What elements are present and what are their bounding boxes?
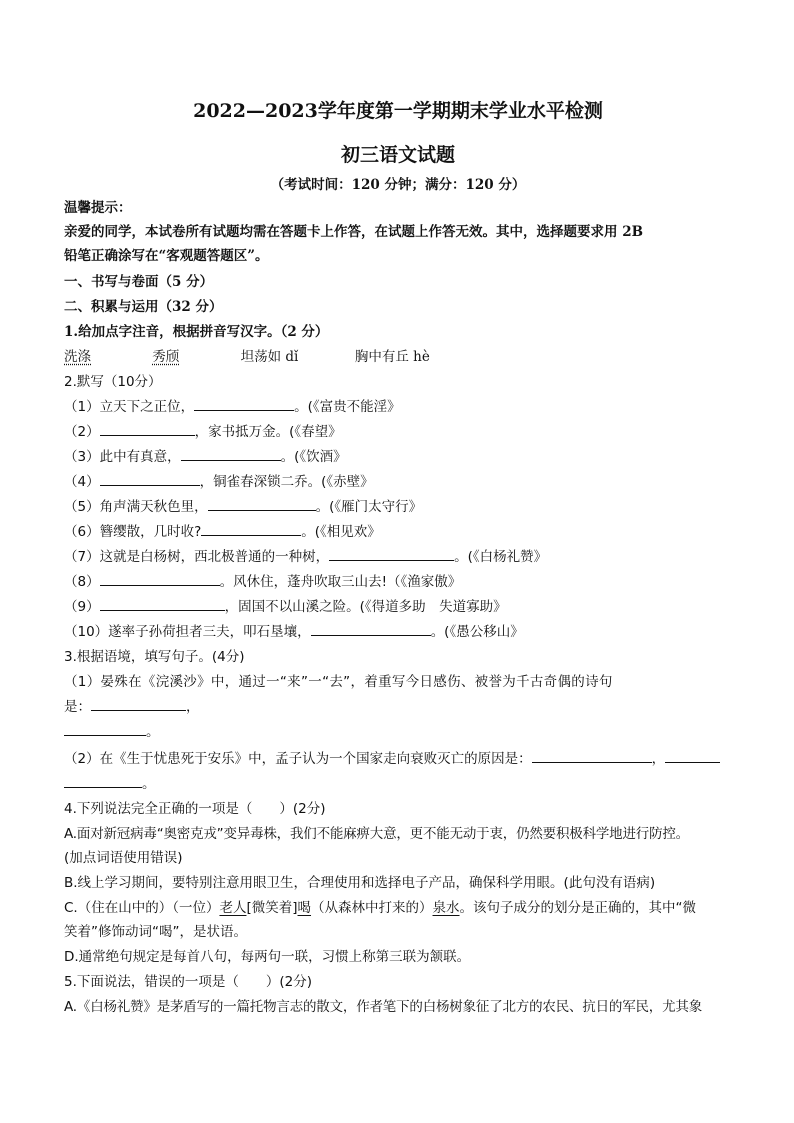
q4-c-attribute: （从森林中打来的） (311, 900, 433, 916)
q2-item-pre: （8） (64, 574, 100, 590)
q4-c-attributes: C.（住在山中的）（一位） (64, 900, 220, 916)
q1-item: 秀颀 (152, 349, 180, 365)
tips-label: 温馨提示： (64, 200, 132, 216)
q4-c-predicate: 喝 (297, 900, 312, 916)
answer-blank (100, 572, 220, 586)
q4-c-explanation: 。该句子成分的划分是正确的，其中“微 (459, 900, 697, 916)
q3-stem: 3.根据语境，填写句子。(4分) (64, 649, 245, 665)
answer-blank (100, 422, 195, 436)
q1-item: 坦荡如 dǐ (240, 349, 299, 365)
answer-blank (329, 547, 454, 561)
q5-stem: 5.下面说法，错误的一项是（ ）(2分) (64, 974, 313, 990)
answer-blank (665, 749, 720, 763)
q5-option-a-line1: A.《白杨礼赞》是茅盾写的一篇托物言志的散文，作者笔下的白杨树象征了北方的农民、抗日的军民，尤其象 (64, 999, 702, 1015)
q2-item-post: ，固国不以山溪之险。(《得道多助 失道寡助》 (224, 599, 507, 615)
exam-subtitle: 初三语文试题 (340, 144, 455, 166)
q2-item-pre: （7）这就是白杨树，西北极普通的一种树， (64, 549, 330, 565)
answer-blank (311, 622, 431, 636)
q3-part2-line1 (64, 749, 732, 769)
tips-text-1: 亲爱的同学，本试卷所有试题均需在答题卡上作答，在试题上作答无效。其中，选择题要求用 2B (64, 224, 644, 240)
q2-item-post: 。(《相见欢》 (301, 524, 381, 540)
q4-option-d: D.通常绝句规定是每首八句，每两句一联，习惯上称第三联为颔联。 (64, 949, 471, 965)
q2-stem: 2.默写（10分） (64, 374, 162, 390)
q2-item-3 (64, 447, 732, 467)
q4-c-object: 泉水 (432, 900, 460, 916)
exam-title: 2022—2023学年度第一学期期末学业水平检测 (193, 100, 603, 122)
q2-item-pre: （10）遂率子孙荷担者三夫，叩石垦壤， (64, 624, 311, 640)
answer-blank (64, 722, 146, 736)
section-2-heading: 二、积累与运用（32 分） (64, 299, 223, 315)
q3-part1-line1: （1）晏殊在《浣溪沙》中，通过一“来”一“去”，着重写今日感伤、被誉为千古奇偶的诗句 (64, 674, 613, 690)
q2-item-pre: （5）角声满天秋色里， (64, 499, 208, 515)
q2-item-post: ，家书抵万金。(《春望》 (194, 424, 342, 440)
q3-period: 。 (146, 724, 160, 740)
q2-item-post: 。(《雁门太守行》 (315, 499, 423, 515)
q2-item-pre: （1）立天下之正位， (64, 399, 195, 415)
q4-c-subject: 老人 (219, 900, 247, 916)
answer-blank (91, 697, 186, 711)
exam-info: （考试时间：120 分钟；满分：120 分） (270, 177, 526, 193)
q2-item-post: 。(《愚公移山》 (430, 624, 524, 640)
answer-blank (201, 522, 301, 536)
q2-item-pre: （6）簪缨散，几时收? (64, 524, 202, 540)
q2-item-1 (64, 397, 732, 417)
q4-option-a-line2: (加点词语使用错误) (64, 850, 183, 866)
q4-option-a-line1: A.面对新冠病毒“奥密克戎”变异毒株，我们不能麻痹大意，更不能无动于衷，仍然要积极科学地进行防控。 (64, 826, 689, 842)
q2-item-post: 。风休住，蓬舟吹取三山去!（《渔家傲》 (219, 574, 462, 590)
q4-stem: 4.下列说法完全正确的一项是（ ）(2分) (64, 801, 326, 817)
tips-text-2: 铅笔正确涂写在“客观题答题区”。 (64, 248, 269, 264)
q1-items (64, 347, 732, 367)
q2-item-6 (64, 522, 732, 542)
q1-item: 胸中有丘 hè (354, 349, 430, 365)
answer-blank (181, 447, 281, 461)
answer-blank (100, 597, 225, 611)
q2-item-10 (64, 622, 732, 642)
q1-item: 洗涤 (64, 349, 91, 365)
q2-item-4 (64, 472, 732, 492)
q3-period: 。 (142, 776, 156, 792)
answer-blank (64, 774, 142, 788)
q3-part1-line3 (64, 722, 732, 742)
answer-blank (194, 397, 294, 411)
q2-item-7 (64, 547, 732, 567)
q2-item-post: 。(《白杨礼赞》 (454, 549, 548, 565)
q2-item-pre: （9） (64, 599, 100, 615)
q3-comma: ， (186, 699, 200, 715)
q4-c-adverbial: [微笑着] (246, 900, 298, 916)
q2-item-post: 。(《饮酒》 (280, 449, 347, 465)
q3-part2-line2 (64, 774, 732, 794)
q2-item-9 (64, 597, 732, 617)
q4-option-c-line1 (64, 898, 732, 918)
q3-part2-comma: ， (651, 751, 666, 767)
q2-item-pre: （3）此中有真意， (64, 449, 181, 465)
q2-item-5 (64, 497, 732, 517)
q2-item-post: ，铜雀春深锁二乔。(《赤壁》 (199, 474, 374, 490)
answer-blank (100, 472, 200, 486)
q3-part1-label: 是： (64, 699, 91, 715)
answer-blank (208, 497, 316, 511)
q2-item-pre: （2） (64, 424, 100, 440)
q2-item-post: 。(《富贵不能淫》 (294, 399, 401, 415)
q3-part1-line2 (64, 697, 732, 717)
q3-part2-text: （2）在《生于忧患死于安乐》中，孟子认为一个国家走向衰败灭亡的原因是： (64, 751, 532, 767)
q2-item-8 (64, 572, 732, 592)
section-1-heading: 一、书写与卷面（5 分） (64, 274, 214, 290)
q2-item-2 (64, 422, 732, 442)
answer-blank (532, 749, 652, 763)
q1-stem: 1.给加点字注音，根据拼音写汉字。（2 分） (64, 324, 329, 340)
q4-option-b: B.线上学习期间，要特别注意用眼卫生，合理使用和选择电子产品，确保科学用眼。(此句没有语病) (64, 875, 656, 891)
q4-option-c-line2: 笑着”修饰动词“喝”，是状语。 (64, 924, 247, 940)
q2-item-pre: （4） (64, 474, 100, 490)
